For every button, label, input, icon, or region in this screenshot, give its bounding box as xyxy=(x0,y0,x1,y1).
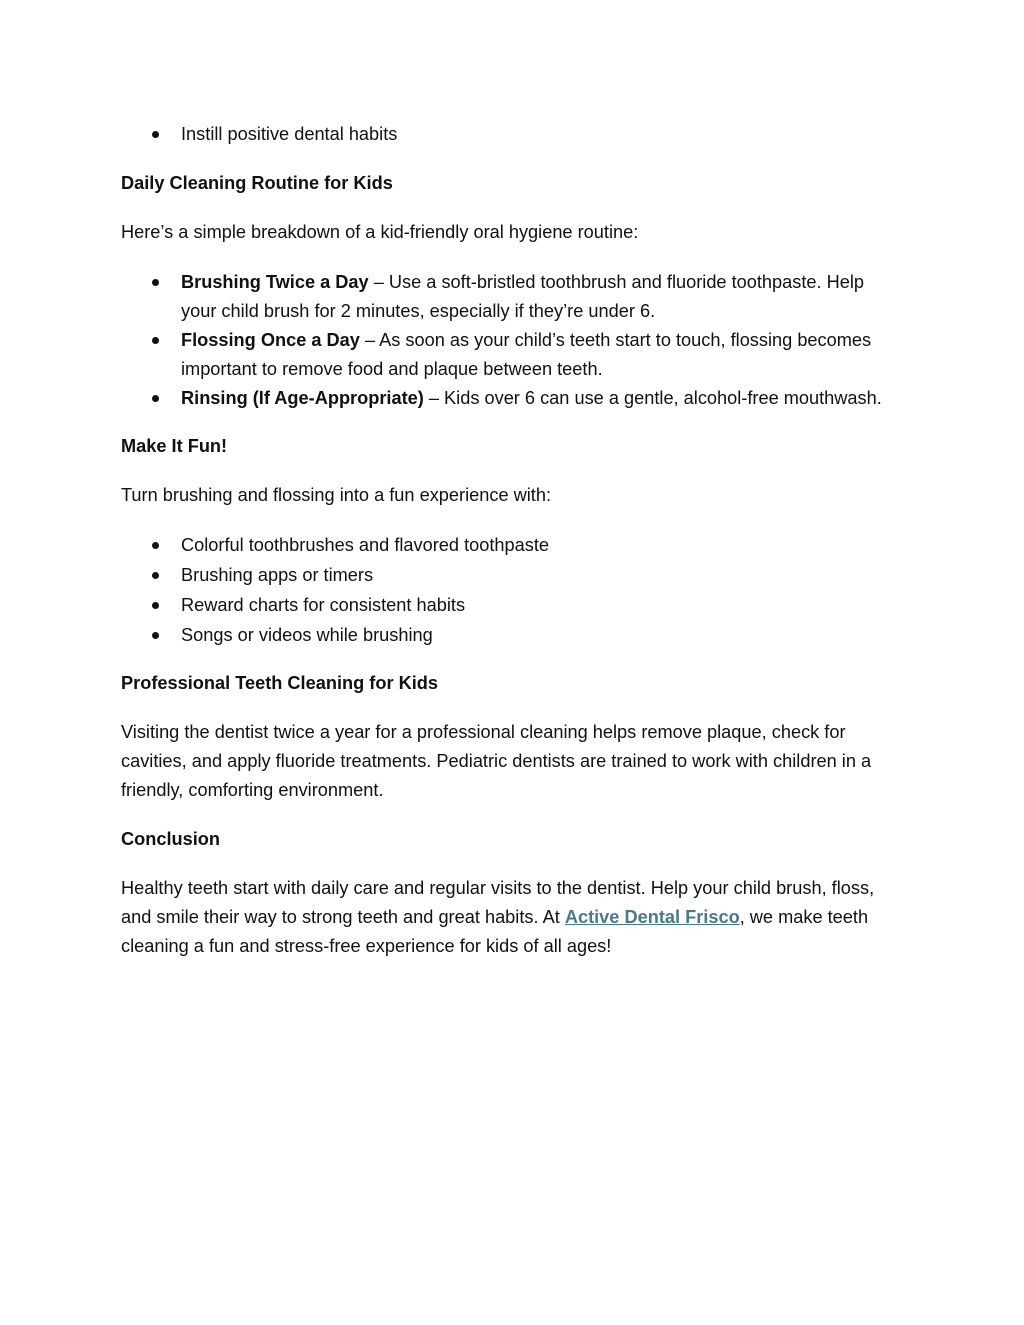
list-item-text: – Use a soft-bristled toothbrush and fluoride toothpaste. Help your child brush for 2 minutes, especially if they’re under 6. xyxy=(181,272,865,321)
list-item-text: Reward charts for consistent habits xyxy=(181,595,466,615)
routine-intro: Here’s a simple breakdown of a kid-friendly oral hygiene routine: xyxy=(121,222,639,242)
intro-bullet-list xyxy=(121,120,901,149)
list-item-text: Songs or videos while brushing xyxy=(181,625,433,645)
list-item-text: – As soon as your child’s teeth start to touch, flossing becomes important to remove food and plaque between teeth. xyxy=(181,330,872,379)
list-item-text: Instill positive dental habits xyxy=(181,124,398,144)
conclusion-text-before-link: Healthy teeth start with daily care and regular visits to the dentist. Help your child brush, floss, and smile their way to strong teeth and great habits. At xyxy=(121,878,875,927)
fun-bullet-list xyxy=(121,531,901,650)
list-item-text: Colorful toothbrushes and flavored toothpaste xyxy=(181,535,550,555)
list-item-title: Flossing Once a Day xyxy=(181,330,360,350)
list-item xyxy=(121,268,901,326)
list-item xyxy=(121,531,901,560)
list-item-title: Brushing Twice a Day xyxy=(181,272,369,292)
list-item xyxy=(121,120,901,149)
section-heading-professional: Professional Teeth Cleaning for Kids xyxy=(121,673,438,693)
document-page xyxy=(121,120,901,961)
conclusion-text-after-link: , we make teeth cleaning a fun and stress-free experience for kids of all ages! xyxy=(121,907,869,956)
professional-body: Visiting the dentist twice a year for a professional cleaning helps remove plaque, check for cavities, and apply fluoride treatments. Pediatric dentists are trained to work with children in a friendly, comforting environment. xyxy=(121,722,872,800)
list-item-title: Rinsing (If Age-Appropriate) xyxy=(181,388,424,408)
list-item xyxy=(121,326,901,384)
list-item xyxy=(121,621,901,650)
list-item-text: Brushing apps or timers xyxy=(181,565,374,585)
active-dental-frisco-link[interactable]: Active Dental Frisco xyxy=(564,907,740,927)
fun-intro: Turn brushing and flossing into a fun experience with: xyxy=(121,485,552,505)
list-item xyxy=(121,384,901,413)
list-item xyxy=(121,591,901,620)
section-heading-fun: Make It Fun! xyxy=(121,436,228,456)
section-heading-routine: Daily Cleaning Routine for Kids xyxy=(121,173,393,193)
list-item xyxy=(121,561,901,590)
section-heading-conclusion: Conclusion xyxy=(121,829,221,849)
conclusion-body xyxy=(121,874,901,961)
routine-bullet-list xyxy=(121,268,901,413)
list-item-text: – Kids over 6 can use a gentle, alcohol-free mouthwash. xyxy=(423,388,882,408)
